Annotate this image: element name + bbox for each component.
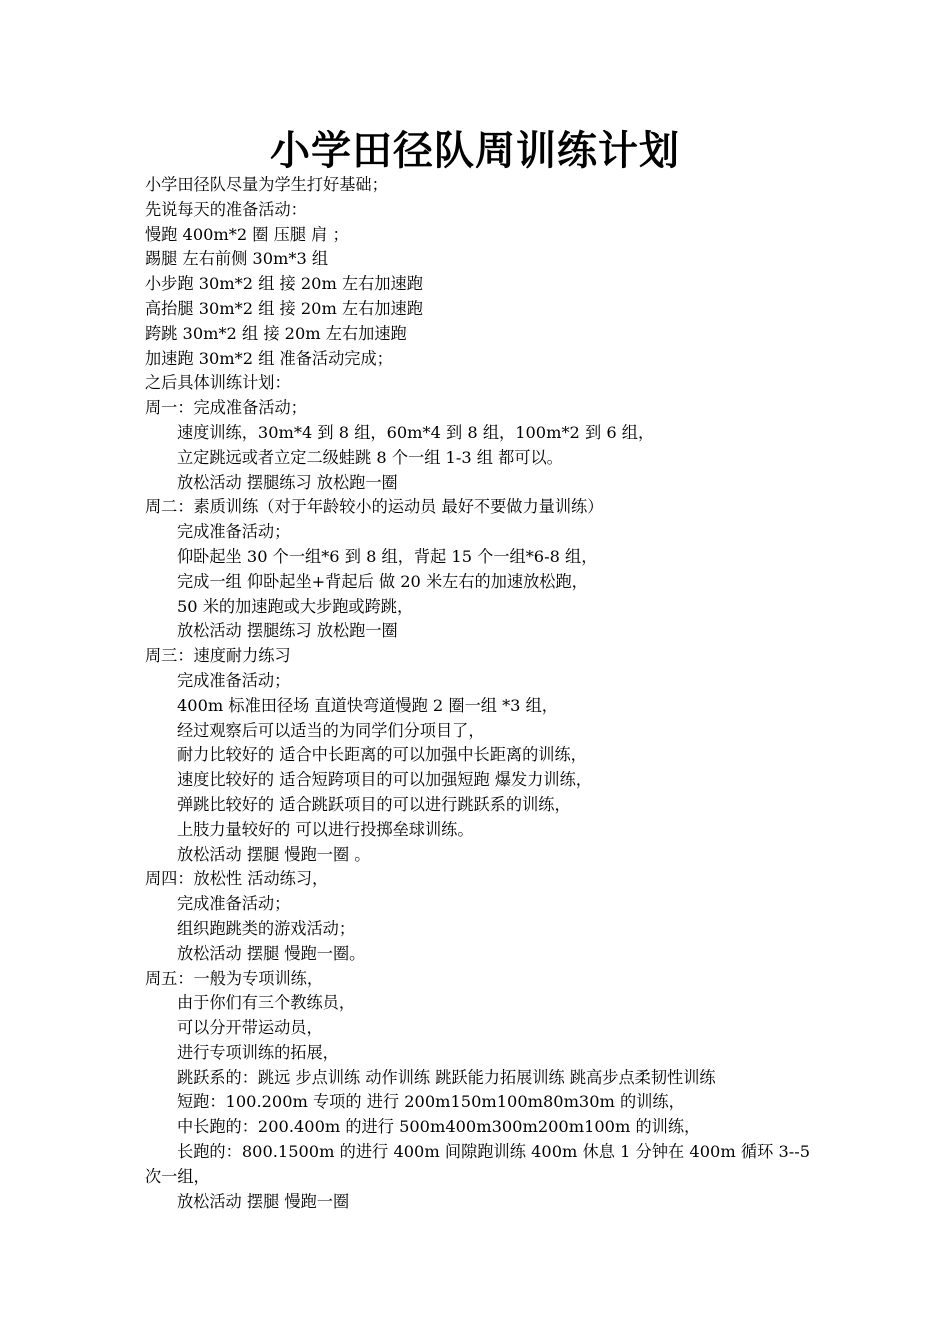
text-line: 放松活动 摆腿 慢跑一圈 。 xyxy=(177,844,371,864)
text-line: 立定跳远或者立定二级蛙跳 8 个一组 1-3 组 都可以。 xyxy=(177,447,563,467)
text-line: 耐力比较好的 适合中长距离的可以加强中长距离的训练， xyxy=(177,745,587,765)
text-line: 速度训练，30m*4 到 8 组，60m*4 到 8 组，100m*2 到 6 组， xyxy=(177,422,655,442)
text-line: 跨跳 30m*2 组 接 20m 左右加速跑 xyxy=(145,323,407,343)
text-line: 短跑：100.200m 专项的 进行 200m150m100m80m30m 的训练， xyxy=(177,1092,685,1112)
text-line: 组织跑跳类的游戏活动； xyxy=(177,918,356,938)
text-line: 由于你们有三个教练员， xyxy=(177,993,356,1013)
text-line: 跳跃系的：跳远 步点训练 动作训练 跳跃能力拓展训练 跳高步点柔韧性训练 xyxy=(177,1067,716,1087)
text-line: 慢跑 400m*2 圈 压腿 肩 ； xyxy=(145,224,349,244)
text-line: 仰卧起坐 30 个一组*6 到 8 组，背起 15 个一组*6-8 组， xyxy=(177,546,598,566)
text-line: 长跑的：800.1500m 的进行 400m 间隙跑训练 400m 休息 1 分钟在 400m 循环 3--5 次一组， xyxy=(145,1142,810,1186)
document-title: 小学田径队周训练计划 xyxy=(270,127,680,174)
text-line: 经过观察后可以适当的为同学们分项目了， xyxy=(177,720,485,740)
thursday-heading: 周四：放松性 活动练习， xyxy=(145,869,329,889)
text-line: 中长跑的：200.400m 的进行 500m400m300m200m100m 的训练， xyxy=(177,1117,701,1137)
text-line: 完成准备活动； xyxy=(177,894,291,914)
wednesday-heading: 周三：速度耐力练习 xyxy=(145,646,291,666)
text-line: 弹跳比较好的 适合跳跃项目的可以进行跳跃系的训练， xyxy=(177,794,571,814)
text-line: 放松活动 摆腿练习 放松跑一圈 xyxy=(177,472,398,492)
text-line: 进行专项训练的拓展， xyxy=(177,1042,339,1062)
text-line: 完成准备活动； xyxy=(177,670,291,690)
monday-heading: 周一：完成准备活动； xyxy=(145,398,307,418)
text-line: 小学田径队尽量为学生打好基础； xyxy=(145,175,388,194)
text-line: 上肢力量较好的 可以进行投掷垒球训练。 xyxy=(177,819,474,839)
document-body xyxy=(145,173,810,1214)
text-line: 小步跑 30m*2 组 接 20m 左右加速跑 xyxy=(145,274,423,294)
friday-heading: 周五：一般为专项训练， xyxy=(145,968,324,988)
text-line: 放松活动 摆腿 慢跑一圈。 xyxy=(177,943,366,963)
text-line: 踢腿 左右前侧 30m*3 组 xyxy=(145,249,329,269)
text-line: 完成准备活动； xyxy=(177,522,291,542)
text-line: 放松活动 摆腿练习 放松跑一圈 xyxy=(177,621,398,641)
text-line: 完成一组 仰卧起坐+背起后 做 20 米左右的加速放松跑， xyxy=(177,571,588,591)
text-line: 400m 标准田径场 直道快弯道慢跑 2 圈一组 *3 组， xyxy=(177,695,558,715)
text-line: 之后具体训练计划： xyxy=(145,373,291,393)
tuesday-heading: 周二：素质训练（对于年龄较小的运动员 最好不要做力量训练） xyxy=(145,497,604,517)
text-line: 先说每天的准备活动： xyxy=(145,199,307,219)
text-line: 速度比较好的 适合短跨项目的可以加强短跑 爆发力训练， xyxy=(177,770,592,790)
text-line: 50 米的加速跑或大步跑或跨跳， xyxy=(177,596,414,616)
text-line: 可以分开带运动员， xyxy=(177,1018,323,1038)
text-line: 加速跑 30m*2 组 准备活动完成； xyxy=(145,348,393,368)
text-line: 高抬腿 30m*2 组 接 20m 左右加速跑 xyxy=(145,298,423,318)
text-line: 放松活动 摆腿 慢跑一圈 xyxy=(177,1191,350,1211)
